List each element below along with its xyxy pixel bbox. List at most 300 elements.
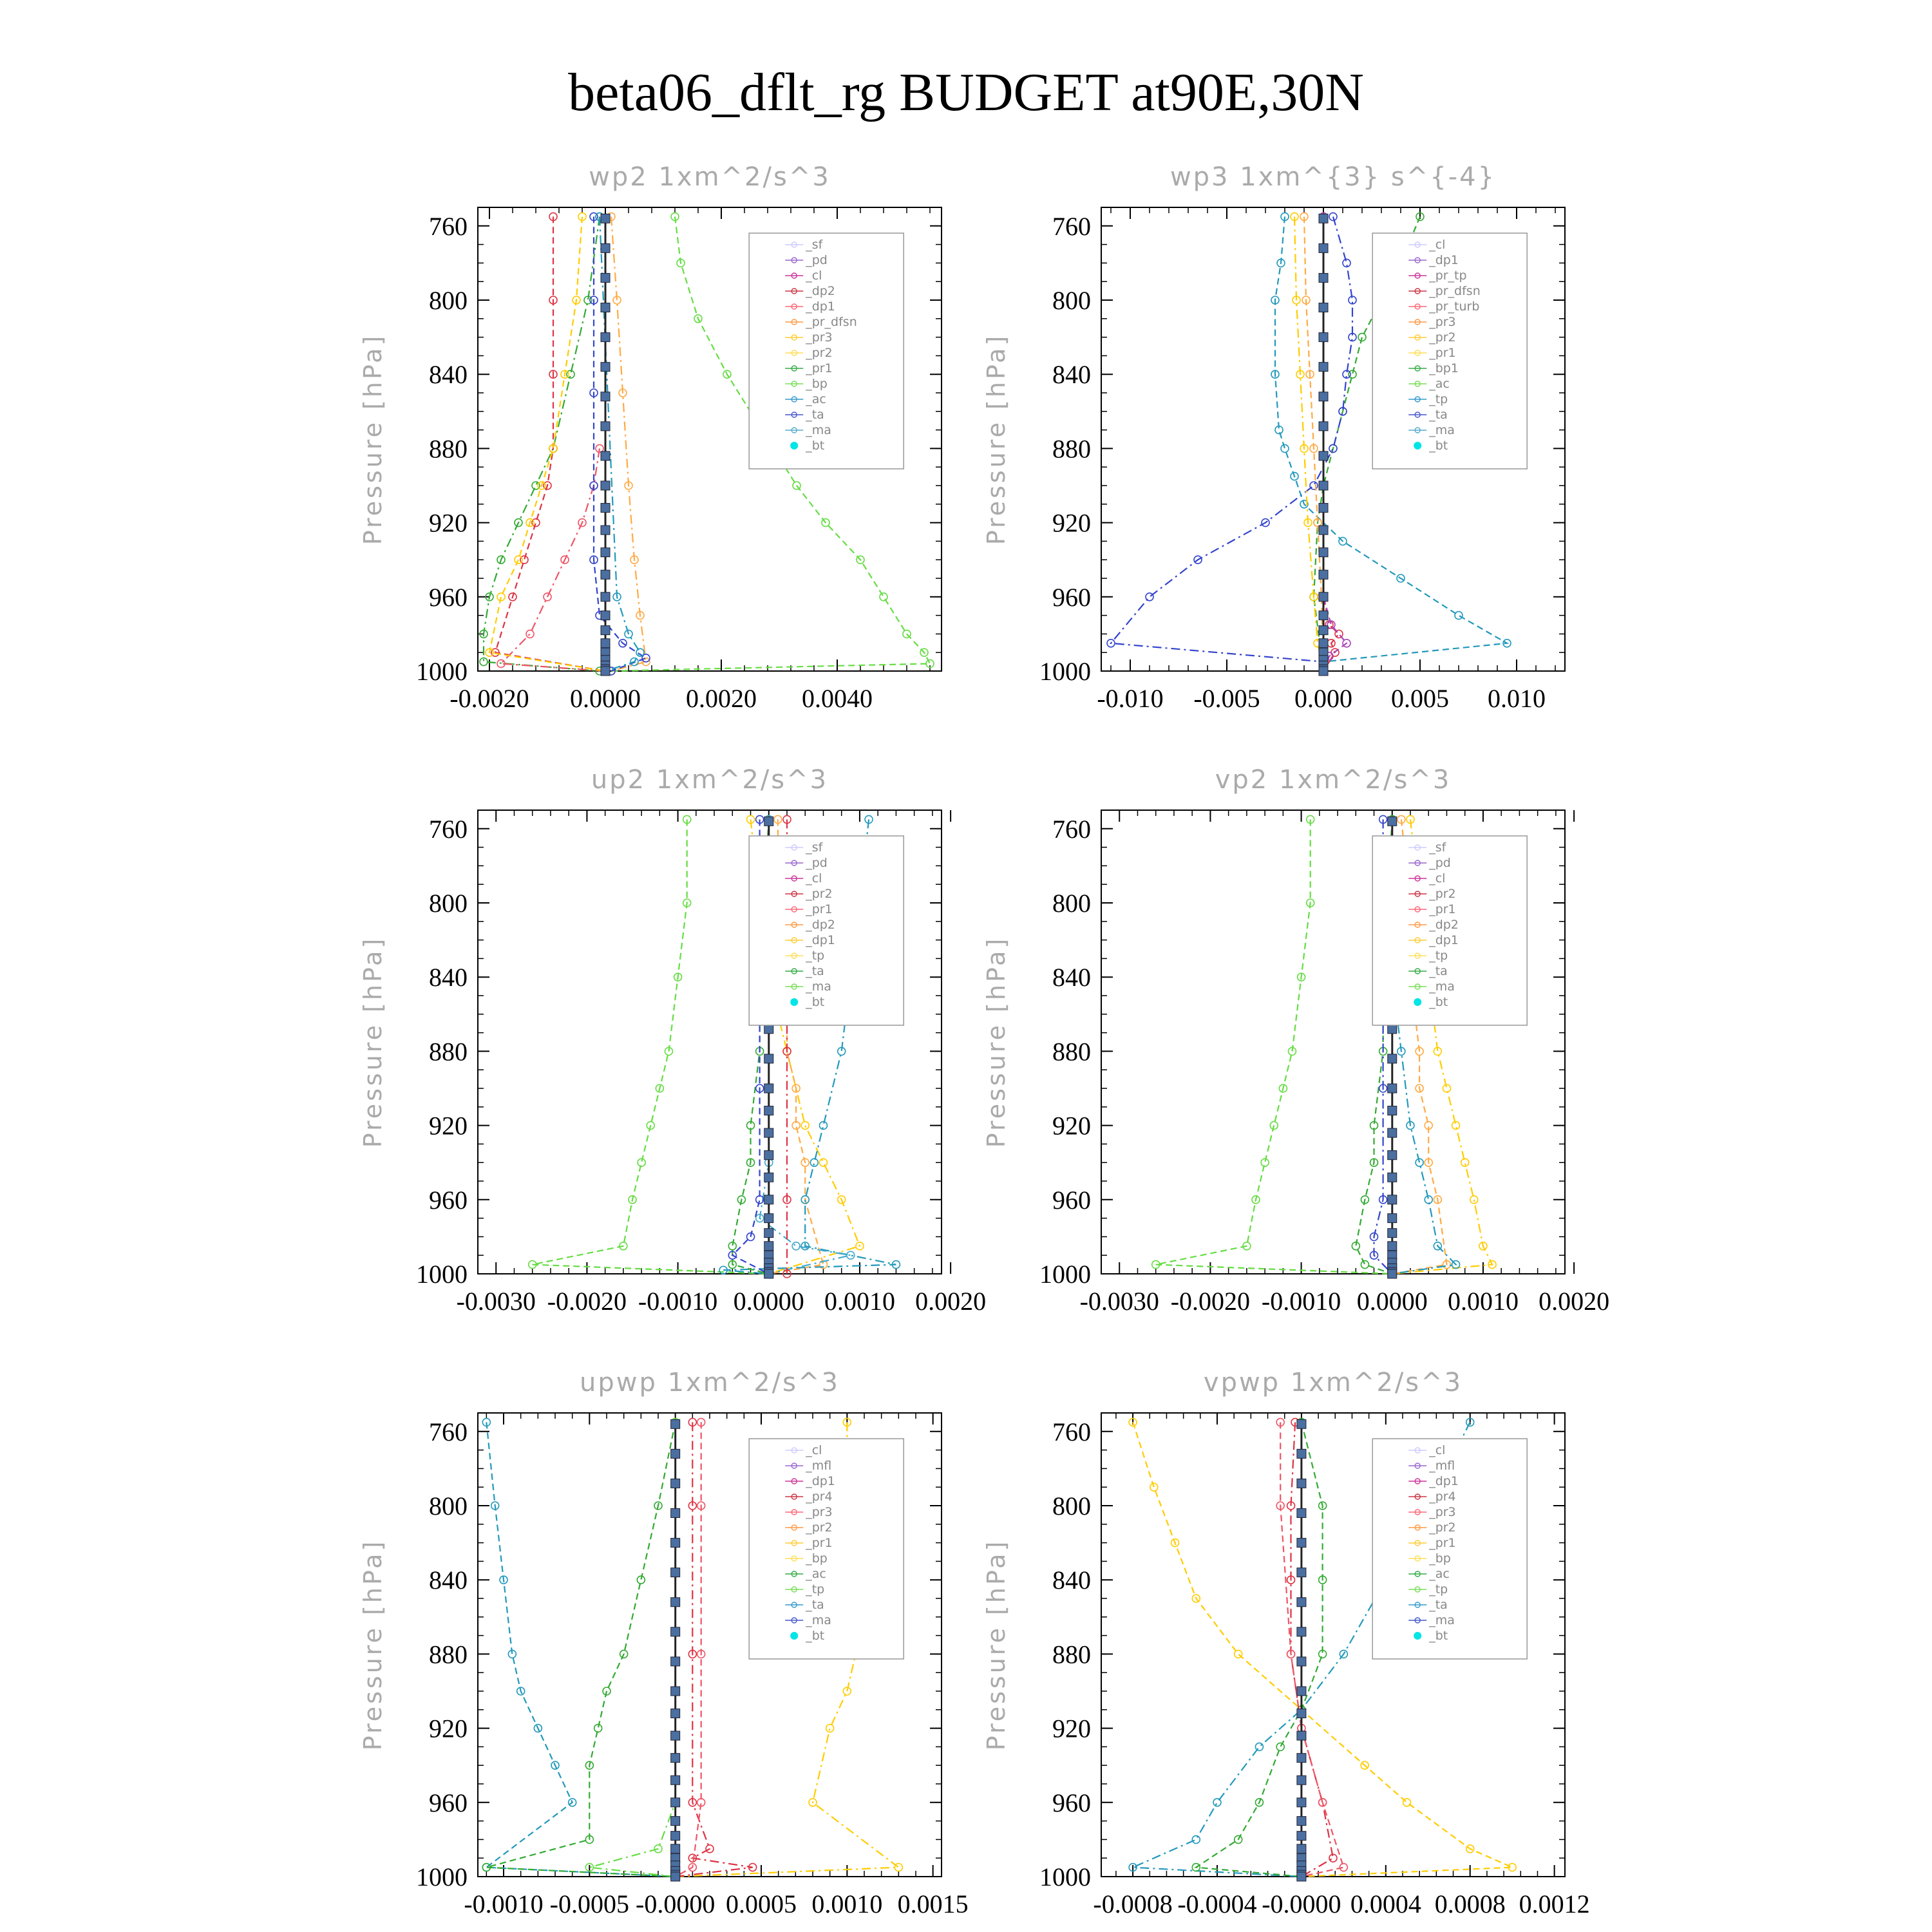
legend-entry-pr_dfsn: _pr_dfsn bbox=[806, 315, 857, 329]
y-tick-label: 760 bbox=[429, 211, 468, 241]
data-point bbox=[764, 1195, 773, 1204]
y-tick-label: 920 bbox=[429, 508, 468, 538]
data-point bbox=[1388, 1229, 1397, 1238]
legend-entry-cl: _cl bbox=[1429, 238, 1446, 252]
legend-entry-ma: _ma bbox=[1429, 423, 1455, 437]
data-point bbox=[1319, 273, 1328, 282]
legend-entry-pr2: _pr2 bbox=[1429, 330, 1456, 345]
x-tick-label: 0.0040 bbox=[802, 684, 873, 713]
chart-panel-3 bbox=[359, 765, 986, 1316]
data-point bbox=[601, 526, 610, 535]
legend-entry-dp2: _dp2 bbox=[1429, 918, 1459, 932]
data-point bbox=[1319, 548, 1328, 557]
x-tick-label: 0.005 bbox=[1391, 684, 1449, 713]
legend-entry-ma: _ma bbox=[806, 1613, 831, 1627]
legend-entry-ta: _ta bbox=[806, 964, 824, 978]
legend-entry-cl: _cl bbox=[806, 269, 822, 283]
legend-entry-pr2: _pr2 bbox=[806, 346, 833, 360]
data-point bbox=[1297, 1832, 1306, 1841]
data-point bbox=[671, 1568, 680, 1577]
data-point bbox=[1319, 626, 1328, 635]
y-tick-label: 840 bbox=[1052, 360, 1091, 390]
legend-entry-pr2: _pr2 bbox=[1429, 887, 1456, 901]
data-point bbox=[1255, 1743, 1263, 1750]
y-tick-label: 880 bbox=[429, 434, 468, 464]
legend-entry-pd: _pd bbox=[1429, 856, 1451, 870]
y-tick-label: 880 bbox=[429, 1640, 468, 1669]
data-point bbox=[1297, 1776, 1306, 1785]
legend-entry-ta: _ta bbox=[1429, 964, 1448, 978]
series-line-pr4 bbox=[1280, 1422, 1343, 1877]
y-tick-label: 920 bbox=[429, 1111, 468, 1141]
x-tick-label: 0.0010 bbox=[811, 1889, 883, 1918]
data-point bbox=[1319, 639, 1328, 648]
legend-entry-tp: _tp bbox=[1429, 1582, 1448, 1596]
data-point bbox=[601, 611, 610, 620]
data-point bbox=[1213, 1799, 1221, 1806]
legend-entry-ma: _ma bbox=[1429, 980, 1455, 994]
legend-entry-pr2: _pr2 bbox=[1429, 1520, 1456, 1535]
data-point bbox=[895, 1864, 902, 1871]
data-point bbox=[601, 570, 610, 579]
data-point bbox=[601, 422, 610, 431]
legend-entry-pr_turb: _pr_turb bbox=[1429, 299, 1480, 314]
data-point bbox=[601, 333, 610, 342]
legend-entry-pr1: _pr1 bbox=[806, 1536, 833, 1550]
x-tick-label: -0.0010 bbox=[638, 1287, 718, 1316]
y-tick-label: 800 bbox=[1052, 1492, 1091, 1520]
data-point bbox=[671, 1687, 680, 1696]
data-point bbox=[1297, 1568, 1306, 1577]
data-point bbox=[764, 1054, 773, 1063]
y-tick-label: 920 bbox=[429, 1714, 468, 1743]
legend-entry-bt: _bt bbox=[806, 1629, 825, 1643]
y-tick-label: 760 bbox=[1052, 211, 1091, 241]
y-tick-label: 1000 bbox=[416, 1260, 468, 1289]
data-point bbox=[1319, 592, 1328, 601]
data-point bbox=[1388, 1173, 1397, 1182]
data-point bbox=[1319, 214, 1328, 223]
y-tick-label: 880 bbox=[1052, 434, 1091, 464]
legend-entry-sf: _sf bbox=[1429, 840, 1446, 855]
legend-entry-pr1: _pr1 bbox=[806, 361, 833, 375]
panel-title: up2 1xm^2/s^3 bbox=[591, 765, 829, 795]
data-point bbox=[1319, 570, 1328, 579]
legend-entry-pr3: _pr3 bbox=[1429, 1505, 1456, 1519]
data-point bbox=[1388, 1269, 1397, 1278]
data-point bbox=[671, 1598, 680, 1607]
x-tick-label: -0.0010 bbox=[464, 1889, 544, 1918]
data-point bbox=[671, 1657, 680, 1666]
data-point bbox=[1319, 243, 1328, 252]
data-point bbox=[1319, 363, 1328, 372]
legend-marker-bt bbox=[790, 1632, 798, 1640]
legend-entry-dp1: _dp1 bbox=[1429, 253, 1459, 267]
panel-title: vpwp 1xm^2/s^3 bbox=[1203, 1368, 1463, 1397]
y-tick-label: 760 bbox=[1052, 1417, 1091, 1446]
y-axis-label: Pressure [hPa] bbox=[359, 333, 387, 545]
data-point bbox=[764, 1269, 773, 1278]
series-line-tp bbox=[486, 1422, 675, 1877]
series-line-ac bbox=[589, 1422, 675, 1877]
legend-entry-dp1: _dp1 bbox=[806, 299, 835, 314]
x-tick-label: 0.0005 bbox=[726, 1889, 797, 1918]
y-tick-label: 920 bbox=[1052, 1714, 1091, 1743]
data-point bbox=[1235, 1650, 1242, 1658]
legend-entry-tp: _tp bbox=[806, 949, 825, 963]
x-tick-label: -0.0000 bbox=[1262, 1889, 1341, 1918]
series-line-dp1 bbox=[1156, 819, 1392, 1274]
data-point bbox=[1297, 1731, 1306, 1740]
series-line-pr3 bbox=[611, 216, 646, 671]
series-line-pr1 bbox=[484, 216, 600, 671]
x-tick-label: -0.0020 bbox=[547, 1287, 627, 1316]
data-point bbox=[1388, 1128, 1397, 1137]
y-tick-label: 1000 bbox=[1039, 657, 1091, 686]
x-tick-label: 0.0000 bbox=[733, 1287, 804, 1316]
x-tick-label: -0.0008 bbox=[1093, 1889, 1173, 1918]
legend-entry-pr2: _pr2 bbox=[806, 887, 833, 901]
y-axis-label: Pressure [hPa] bbox=[359, 936, 387, 1148]
data-point bbox=[1297, 1627, 1306, 1636]
x-tick-label: 0.0020 bbox=[915, 1287, 987, 1316]
legend-entry-ma: _ma bbox=[806, 980, 831, 994]
legend-entry-cl: _cl bbox=[806, 871, 822, 886]
legend-entry-ac: _ac bbox=[1429, 377, 1450, 391]
data-point bbox=[880, 593, 887, 601]
data-point bbox=[1297, 1817, 1306, 1826]
y-tick-label: 800 bbox=[429, 889, 468, 918]
data-point bbox=[1319, 333, 1328, 342]
y-axis-label: Pressure [hPa] bbox=[982, 333, 1010, 545]
legend-entry-bp: _bp bbox=[1429, 1551, 1451, 1566]
legend-entry-cl: _cl bbox=[806, 1443, 822, 1457]
legend-entry-pr1: _pr1 bbox=[1429, 1536, 1456, 1550]
x-tick-label: -0.0030 bbox=[456, 1287, 536, 1316]
data-point bbox=[671, 1627, 680, 1636]
y-tick-label: 960 bbox=[429, 1185, 468, 1215]
y-tick-label: 960 bbox=[1052, 1788, 1091, 1817]
legend-entry-ac: _ac bbox=[1429, 1567, 1450, 1581]
data-point bbox=[1192, 1835, 1200, 1843]
data-point bbox=[671, 1754, 680, 1763]
x-tick-label: 0.0020 bbox=[1539, 1287, 1610, 1316]
y-tick-label: 760 bbox=[429, 1417, 468, 1446]
x-tick-label: -0.005 bbox=[1193, 684, 1260, 713]
y-tick-label: 960 bbox=[429, 582, 468, 612]
data-point bbox=[671, 1709, 680, 1718]
x-tick-label: 0.0010 bbox=[824, 1287, 895, 1316]
data-point bbox=[671, 1798, 680, 1807]
y-tick-label: 960 bbox=[1052, 582, 1091, 612]
y-tick-label: 840 bbox=[429, 360, 468, 390]
legend-entry-dp2: _dp2 bbox=[806, 918, 835, 932]
data-point bbox=[764, 1151, 773, 1160]
data-point bbox=[671, 1817, 680, 1826]
y-tick-label: 880 bbox=[1052, 1037, 1091, 1066]
data-point bbox=[1388, 1025, 1397, 1034]
legend-entry-bt: _bt bbox=[806, 439, 825, 453]
x-tick-label: -0.0010 bbox=[1261, 1287, 1341, 1316]
data-point bbox=[1388, 1084, 1397, 1093]
data-point bbox=[1319, 451, 1328, 460]
legend-entry-pr1: _pr1 bbox=[806, 902, 833, 916]
y-tick-label: 840 bbox=[429, 1566, 468, 1595]
legend-entry-pr_tp: _pr_tp bbox=[1429, 269, 1467, 283]
legend-entry-sf: _sf bbox=[806, 840, 823, 855]
legend-entry-ta: _ta bbox=[1429, 1598, 1448, 1612]
y-tick-label: 1000 bbox=[1039, 1862, 1091, 1891]
data-point bbox=[1297, 1844, 1306, 1853]
data-point bbox=[1319, 392, 1328, 401]
data-point bbox=[1297, 1798, 1306, 1807]
x-tick-label: -0.0004 bbox=[1177, 1889, 1257, 1918]
data-point bbox=[1319, 526, 1328, 535]
y-tick-label: 960 bbox=[429, 1788, 468, 1817]
data-point bbox=[1297, 1872, 1306, 1881]
data-point bbox=[1281, 444, 1289, 452]
series-line-pr2 bbox=[1294, 216, 1323, 671]
data-point bbox=[1388, 1054, 1397, 1063]
data-point bbox=[601, 273, 610, 282]
y-tick-label: 880 bbox=[1052, 1640, 1091, 1669]
legend-entry-tp: _tp bbox=[806, 1582, 825, 1596]
legend-entry-bp: _bp bbox=[806, 1551, 828, 1566]
legend-entry-dp1: _dp1 bbox=[806, 933, 835, 947]
data-point bbox=[526, 630, 534, 638]
legend-entry-ta: _ta bbox=[806, 1598, 824, 1612]
x-tick-label: 0.0015 bbox=[897, 1889, 969, 1918]
legend-entry-mfl: _mfl bbox=[806, 1459, 832, 1473]
data-point bbox=[671, 1844, 680, 1853]
data-point bbox=[601, 481, 610, 490]
legend-entry-ma: _ma bbox=[806, 423, 831, 437]
data-point bbox=[1319, 303, 1328, 312]
series-line-dp2 bbox=[495, 216, 605, 671]
legend-entry-bt: _bt bbox=[806, 995, 825, 1009]
legend-entry-pd: _pd bbox=[806, 253, 828, 267]
data-point bbox=[671, 1731, 680, 1740]
data-point bbox=[819, 1159, 827, 1166]
data-point bbox=[1470, 1196, 1478, 1204]
y-axis-label: Pressure [hPa] bbox=[982, 1539, 1010, 1751]
data-point bbox=[792, 1242, 800, 1250]
x-tick-label: -0.0020 bbox=[1170, 1287, 1251, 1316]
legend-entry-ma: _ma bbox=[1429, 1613, 1455, 1627]
data-point bbox=[1297, 1687, 1306, 1696]
data-point bbox=[1388, 817, 1397, 826]
data-point bbox=[801, 1122, 809, 1130]
x-tick-label: -0.0030 bbox=[1079, 1287, 1159, 1316]
y-tick-label: 800 bbox=[1052, 286, 1091, 315]
legend-marker-bt bbox=[790, 998, 798, 1006]
data-point bbox=[764, 817, 773, 826]
panel-title: wp3 1xm^{3} s^{-4} bbox=[1170, 162, 1497, 192]
legend-entry-ta: _ta bbox=[806, 408, 824, 422]
data-point bbox=[1297, 1449, 1306, 1458]
legend-entry-pr3: _pr3 bbox=[806, 330, 833, 345]
x-tick-label: 0.0004 bbox=[1350, 1889, 1421, 1918]
x-tick-label: -0.0005 bbox=[549, 1889, 629, 1918]
chart-panel-4 bbox=[982, 765, 1609, 1316]
legend-entry-pr4: _pr4 bbox=[1429, 1490, 1456, 1504]
data-point bbox=[601, 667, 610, 676]
data-point bbox=[1297, 1539, 1306, 1548]
data-point bbox=[764, 1084, 773, 1093]
y-axis-label: Pressure [hPa] bbox=[359, 1539, 387, 1751]
y-tick-label: 920 bbox=[1052, 508, 1091, 538]
data-point bbox=[764, 1214, 773, 1223]
panel-title: vp2 1xm^2/s^3 bbox=[1215, 765, 1452, 795]
legend-entry-bt: _bt bbox=[1429, 439, 1448, 453]
y-tick-label: 1000 bbox=[416, 657, 468, 686]
legend-marker-bt bbox=[1414, 998, 1421, 1006]
data-point bbox=[1276, 1743, 1284, 1750]
legend-entry-pr3: _pr3 bbox=[1429, 315, 1456, 329]
data-point bbox=[601, 451, 610, 460]
legend-entry-dp1: _dp1 bbox=[1429, 933, 1459, 947]
data-point bbox=[1319, 481, 1328, 490]
chart-panel-5 bbox=[359, 1368, 969, 1918]
y-tick-label: 800 bbox=[429, 286, 468, 315]
y-tick-label: 920 bbox=[1052, 1111, 1091, 1141]
legend-entry-ta: _ta bbox=[1429, 408, 1448, 422]
data-point bbox=[1455, 612, 1463, 620]
x-tick-label: -0.0020 bbox=[450, 684, 529, 713]
x-tick-label: 0.0010 bbox=[1447, 1287, 1519, 1316]
data-point bbox=[601, 626, 610, 635]
series-line-dp1 bbox=[676, 1422, 753, 1877]
y-tick-label: 840 bbox=[1052, 1566, 1091, 1595]
data-point bbox=[1319, 504, 1328, 513]
data-point bbox=[1297, 1709, 1306, 1718]
data-point bbox=[764, 1128, 773, 1137]
legend-entry-tp: _tp bbox=[1429, 949, 1448, 963]
data-point bbox=[671, 1832, 680, 1841]
series-line-pr2 bbox=[489, 216, 605, 671]
data-point bbox=[671, 1509, 680, 1518]
data-point bbox=[480, 658, 488, 666]
series-line-bp bbox=[1196, 1422, 1322, 1877]
y-tick-label: 760 bbox=[1052, 814, 1091, 844]
data-point bbox=[601, 639, 610, 648]
legend-marker-bt bbox=[1414, 1632, 1421, 1640]
data-point bbox=[1297, 1598, 1306, 1607]
data-point bbox=[1297, 1419, 1306, 1428]
x-tick-label: -0.010 bbox=[1097, 684, 1164, 713]
data-point bbox=[764, 1242, 773, 1251]
legend-entry-dp1: _dp1 bbox=[1429, 1474, 1459, 1488]
data-point bbox=[1297, 1479, 1306, 1488]
data-point bbox=[601, 303, 610, 312]
series-line-ta bbox=[1111, 216, 1352, 661]
legend-entry-ac: _ac bbox=[806, 1567, 826, 1581]
data-point bbox=[671, 1449, 680, 1458]
legend-entry-pd: _pd bbox=[806, 856, 828, 870]
legend-marker-bt bbox=[1414, 442, 1421, 450]
data-point bbox=[1146, 593, 1153, 601]
panel-title: wp2 1xm^2/s^3 bbox=[589, 162, 831, 192]
data-point bbox=[1388, 1195, 1397, 1204]
x-tick-label: 0.0008 bbox=[1434, 1889, 1506, 1918]
x-tick-label: -0.0000 bbox=[636, 1889, 715, 1918]
y-tick-label: 800 bbox=[429, 1492, 468, 1520]
legend-entry-dp2: _dp2 bbox=[806, 284, 835, 298]
data-point bbox=[1388, 1151, 1397, 1160]
y-axis-label: Pressure [hPa] bbox=[982, 936, 1010, 1148]
data-point bbox=[601, 548, 610, 557]
x-tick-label: 0.0000 bbox=[570, 684, 641, 713]
legend-entry-bp: _bp bbox=[806, 377, 828, 391]
legend-entry-pr4: _pr4 bbox=[806, 1490, 833, 1504]
legend-entry-pr_dfsn: _pr_dfsn bbox=[1429, 284, 1481, 298]
legend-entry-sf: _sf bbox=[806, 238, 823, 252]
data-point bbox=[1319, 611, 1328, 620]
series-line-dp1 bbox=[1291, 1422, 1334, 1877]
legend-entry-cl: _cl bbox=[1429, 871, 1446, 886]
x-tick-label: 0.0020 bbox=[686, 684, 757, 713]
x-tick-label: 0.0012 bbox=[1519, 1889, 1590, 1918]
data-point bbox=[1319, 667, 1328, 676]
legend-entry-pr3: _pr3 bbox=[806, 1505, 833, 1519]
data-point bbox=[1388, 1106, 1397, 1115]
data-point bbox=[826, 1725, 834, 1732]
legend-entry-mfl: _mfl bbox=[1429, 1459, 1455, 1473]
legend-entry-pr1: _pr1 bbox=[1429, 346, 1456, 360]
chart-panel-6 bbox=[982, 1368, 1590, 1918]
x-tick-label: 0.0000 bbox=[1356, 1287, 1428, 1316]
data-point bbox=[1361, 1261, 1368, 1269]
y-tick-label: 1000 bbox=[416, 1862, 468, 1891]
data-point bbox=[671, 1419, 680, 1428]
data-point bbox=[1319, 422, 1328, 431]
legend-entry-pr2: _pr2 bbox=[806, 1520, 833, 1535]
data-point bbox=[764, 1025, 773, 1034]
y-tick-label: 800 bbox=[1052, 889, 1091, 918]
y-tick-label: 760 bbox=[429, 814, 468, 844]
y-tick-label: 1000 bbox=[1039, 1260, 1091, 1289]
x-tick-label: 0.010 bbox=[1488, 684, 1546, 713]
panel-title: upwp 1xm^2/s^3 bbox=[580, 1368, 840, 1397]
legend-entry-bt: _bt bbox=[1429, 995, 1448, 1009]
figure-title: beta06_dflt_rg BUDGET at90E,30N bbox=[568, 62, 1364, 122]
data-point bbox=[601, 504, 610, 513]
legend-marker-bt bbox=[790, 442, 798, 450]
data-point bbox=[1297, 1509, 1306, 1518]
data-point bbox=[671, 1872, 680, 1881]
data-point bbox=[601, 214, 610, 223]
data-point bbox=[671, 1539, 680, 1548]
series-line-bp bbox=[486, 1422, 675, 1877]
series-line-dp1 bbox=[533, 819, 769, 1274]
data-point bbox=[1403, 1799, 1411, 1806]
legend-entry-tp: _tp bbox=[1429, 392, 1448, 406]
data-point bbox=[1388, 1214, 1397, 1223]
x-tick-label: 0.000 bbox=[1294, 684, 1352, 713]
data-point bbox=[1297, 1754, 1306, 1763]
data-point bbox=[764, 1173, 773, 1182]
legend-entry-bt: _bt bbox=[1429, 1629, 1448, 1643]
chart-panel-2 bbox=[982, 162, 1565, 713]
data-point bbox=[671, 1479, 680, 1488]
series-line-ta bbox=[594, 216, 646, 671]
y-tick-label: 840 bbox=[429, 963, 468, 992]
legend-entry-dp1: _dp1 bbox=[806, 1474, 835, 1488]
data-point bbox=[764, 1106, 773, 1115]
data-point bbox=[1297, 1657, 1306, 1666]
series-line-pr4 bbox=[676, 1422, 701, 1877]
legend-entry-ac: _ac bbox=[806, 392, 826, 406]
